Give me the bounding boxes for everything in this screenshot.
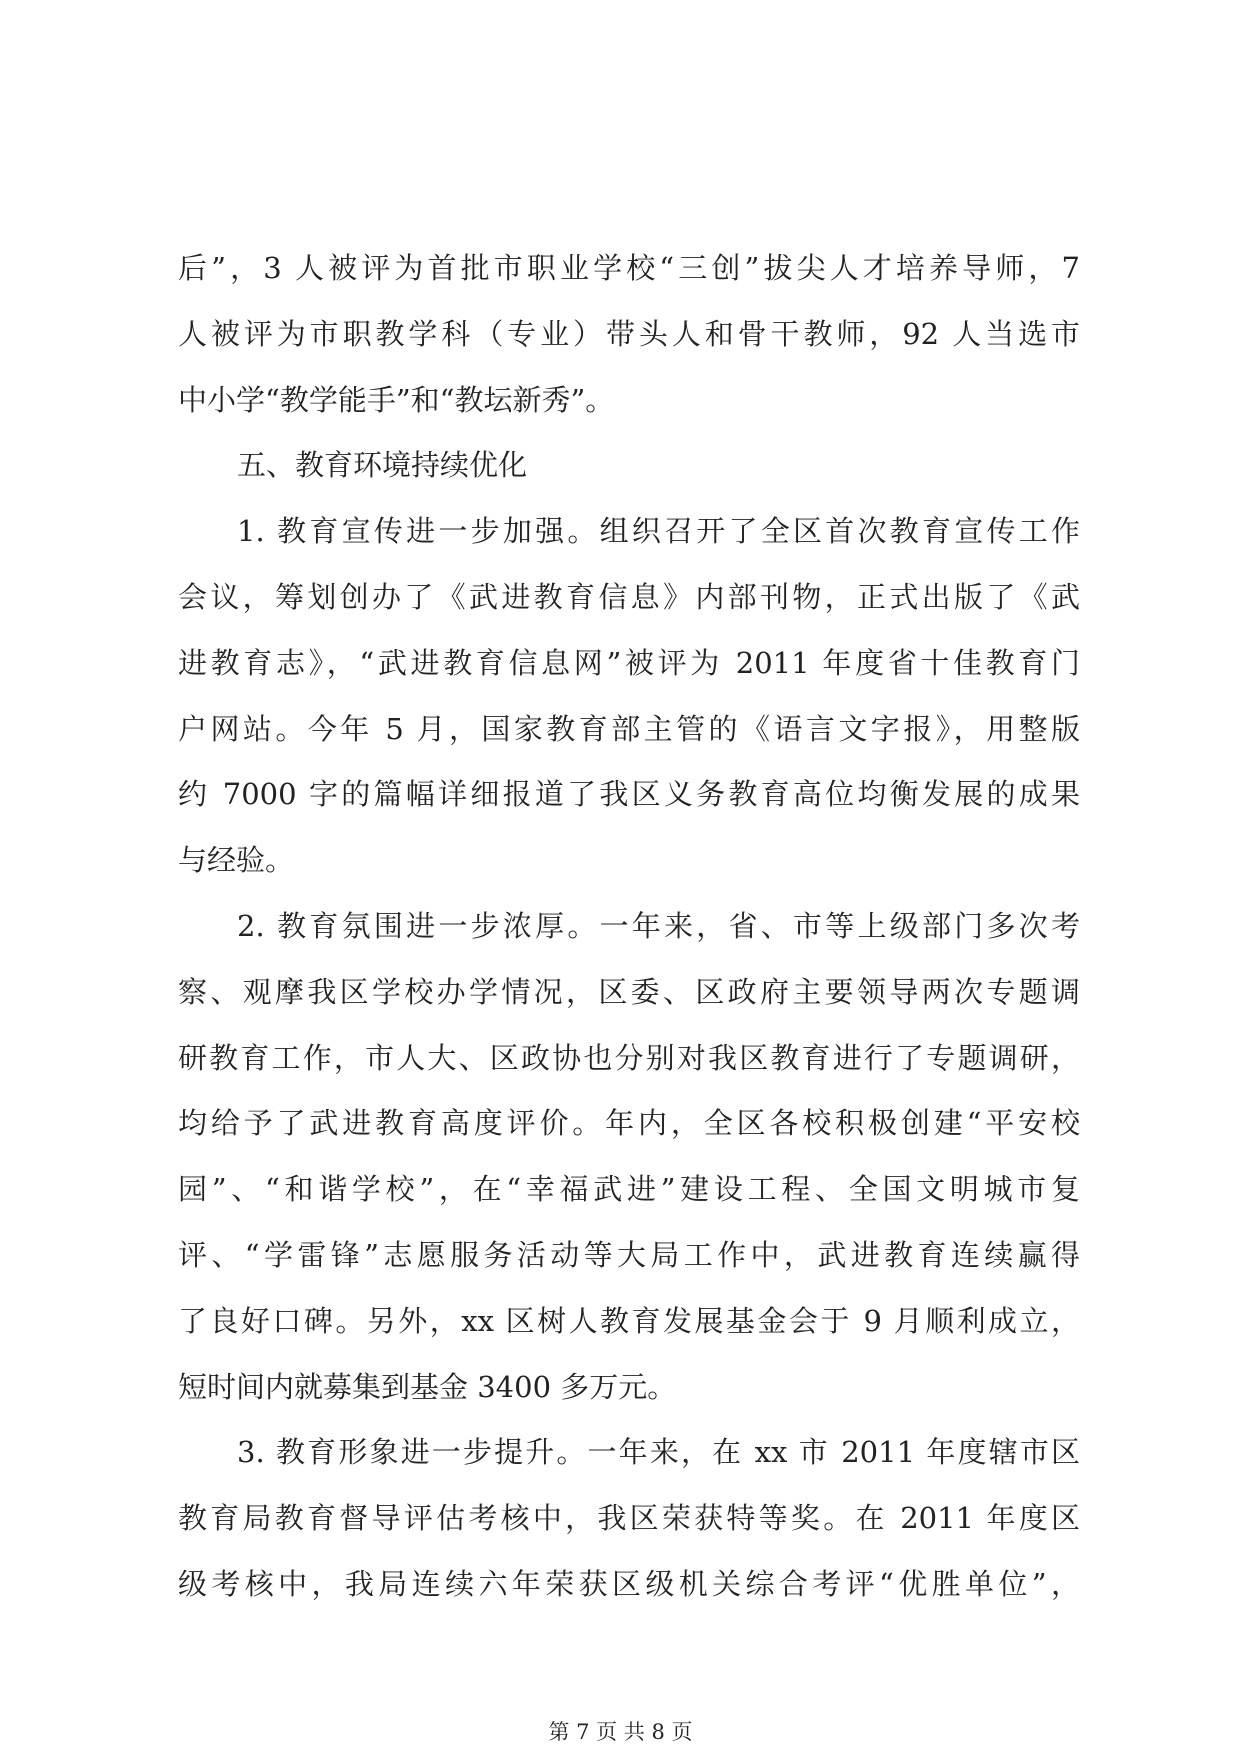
section-heading: 五、教育环境持续优化 <box>237 448 528 483</box>
text-line: 教育局教育督导评估考核中，我区荣获特等奖。在 2011 年度区 <box>178 1501 1080 1536</box>
text-line: 了良好口碑。另外，xx 区树人教育发展基金会于 9 月顺利成立， <box>178 1303 1080 1338</box>
text-line: 人被评为市职教学科（专业）带头人和骨干教师，92 人当选市 <box>178 316 1080 351</box>
text-line: 短时间内就募集到基金 3400 多万元。 <box>178 1369 677 1404</box>
text-line: 后”，3 人被评为首批市职业学校“三创”拔尖人才培养导师，7 <box>178 251 1080 285</box>
paragraph-start-line: 1. 教育宣传进一步加强。组织召开了全区首次教育宣传工作 <box>237 514 1080 549</box>
text-line: 进教育志》，“武进教育信息网”被评为 2011 年度省十佳教育门 <box>178 645 1080 680</box>
text-line: 中小学“教学能手”和“教坛新秀”。 <box>178 382 615 417</box>
text-line: 研教育工作，市人大、区政协也分别对我区教育进行了专题调研， <box>178 1040 1080 1075</box>
text-line: 察、观摩我区学校办学情况，区委、区政府主要领导两次专题调 <box>178 974 1080 1009</box>
text-line: 与经验。 <box>178 843 295 878</box>
text-line: 均给予了武进教育高度评价。年内，全区各校积极创建“平安校 <box>178 1106 1080 1141</box>
paragraph-start-line: 2. 教育氛围进一步浓厚。一年来，省、市等上级部门多次考 <box>237 908 1080 943</box>
paragraph-start-line: 3. 教育形象进一步提升。一年来，在 xx 市 2011 年度辖市区 <box>237 1435 1080 1470</box>
page-number-footer: 第 7 页 共 8 页 <box>548 1720 693 1744</box>
text-line: 约 7000 字的篇幅详细报道了我区义务教育高位均衡发展的成果 <box>178 777 1080 812</box>
text-line: 园”、“和谐学校”，在“幸福武进”建设工程、全国文明城市复 <box>178 1172 1080 1207</box>
text-line: 评、“学雷锋”志愿服务活动等大局工作中，武进教育连续赢得 <box>178 1237 1080 1272</box>
body-text <box>178 236 1080 1618</box>
text-line: 会议，筹划创办了《武进教育信息》内部刊物，正式出版了《武 <box>178 579 1080 614</box>
text-line: 级考核中，我局连续六年荣获区级机关综合考评“优胜单位”， <box>178 1566 1080 1601</box>
text-line: 户网站。今年 5 月，国家教育部主管的《语言文字报》，用整版 <box>178 711 1080 746</box>
